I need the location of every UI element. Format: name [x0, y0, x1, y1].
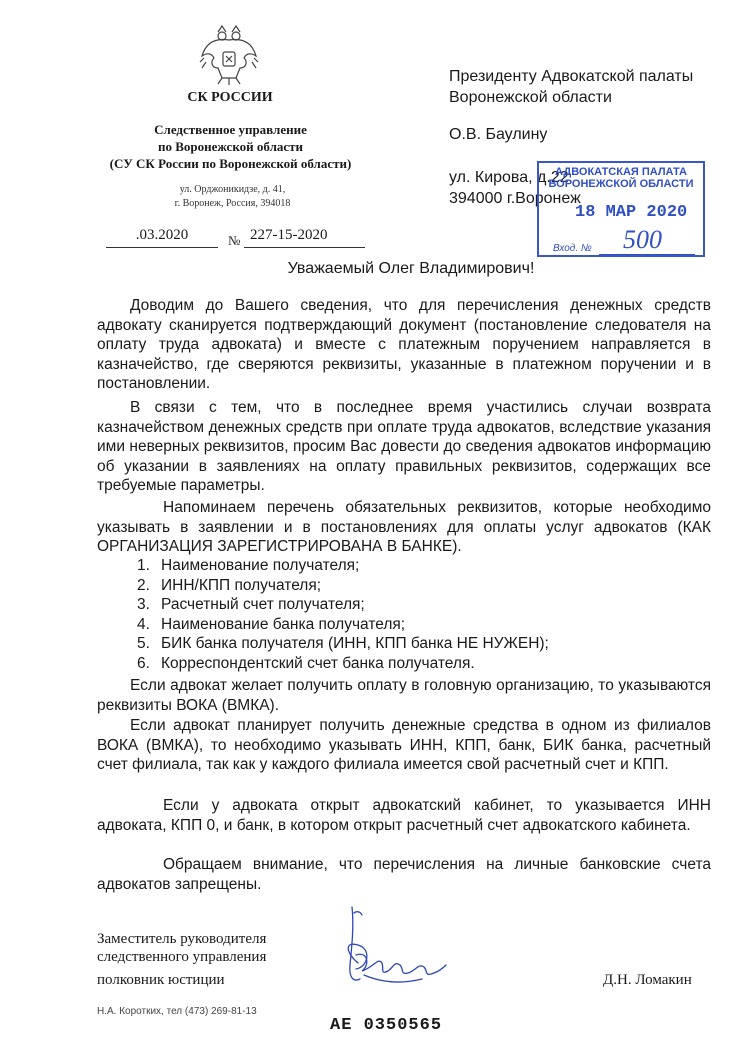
sender-org-name: СК РОССИИ — [187, 90, 273, 105]
signatory-title — [97, 930, 266, 966]
list-item-text: Наименование банка получателя; — [161, 615, 406, 633]
salutation: Уважаемый Олег Владимирович! — [287, 260, 535, 277]
sender-address-line: г. Воронеж, Россия, 394018 — [174, 198, 291, 209]
sender-dept-line: Следственное управление — [154, 122, 307, 137]
stamp-org-line: АДВОКАТСКАЯ ПАЛАТА — [555, 166, 687, 178]
list-item-number: 2. — [137, 576, 150, 594]
list-item-number: 5. — [137, 635, 150, 653]
list-item — [137, 615, 549, 635]
signatory-title-line: следственного управления — [97, 949, 267, 965]
list-item-number: 4. — [137, 615, 150, 633]
recipient-address-line: 394000 г.Воронеж — [449, 190, 581, 207]
stamp-org-line: ВОРОНЕЖСКОЙ ОБЛАСТИ — [548, 178, 694, 190]
list-item-text: ИНН/КПП получателя; — [161, 576, 322, 594]
list-item-text: Расчетный счет получателя; — [161, 596, 365, 614]
form-serial-number: АЕ 0350565 — [330, 1016, 443, 1035]
signatory-name: Д.Н. Ломакин — [603, 972, 692, 988]
list-item — [137, 576, 549, 596]
requisites-list — [137, 556, 549, 674]
list-item-text: БИК банка получателя (ИНН, КПП банка НЕ НУЖЕН); — [161, 635, 549, 653]
recipient-address-line: ул. Кирова, д.22 — [449, 169, 569, 186]
letter-paragraph — [97, 398, 711, 496]
sender-department — [108, 121, 353, 172]
signatory-title-line: Заместитель руководителя — [97, 931, 267, 947]
sender-address-line: ул. Орджоникидзе, д. 41, — [179, 184, 286, 195]
incoming-stamp — [537, 161, 705, 257]
letter-paragraph — [97, 716, 711, 775]
list-item-text: Корреспондентский счет банка получателя. — [161, 654, 475, 672]
recipient-name: О.В. Баулину — [449, 126, 548, 143]
letter-paragraph — [97, 855, 711, 894]
handwritten-signature — [338, 905, 448, 1000]
paragraph-text: Если адвокат планирует получить денежные средства в одном из филиалов ВОКА (ВМКА), то необходимо указывать ИНН, КПП, банк, БИК банка, расчетный счет филиала, так как у каждого филиала имеется свой расчетный счет и КПП. — [97, 717, 711, 774]
sender-dept-line: по Воронежской области — [157, 139, 304, 154]
list-item — [137, 634, 549, 654]
paragraph-text: Обращаем внимание, что перечисления на личные банковские счета адвокатов запрещены. — [97, 856, 711, 893]
recipient-title — [449, 66, 749, 108]
executor-contact: Н.А. Коротких, тел (473) 269-81-13 — [97, 1006, 257, 1017]
coat-of-arms-emblem — [196, 22, 262, 88]
list-item — [137, 595, 549, 615]
recipient-line: Воронежской области — [449, 89, 612, 106]
outgoing-date: .03.2020 — [106, 227, 218, 248]
list-item — [137, 556, 549, 576]
sender-dept-line: (СУ СК России по Воронежской области) — [109, 156, 352, 171]
recipient-line: Президенту Адвокатской палаты — [449, 68, 694, 85]
letter-paragraph — [97, 498, 711, 557]
list-item-number: 6. — [137, 654, 150, 672]
paragraph-text: Если адвокат желает получить оплату в головную организацию, то указываются реквизиты ВОКА (ВМКА). — [97, 677, 711, 714]
list-item-text: Наименование получателя; — [161, 557, 360, 574]
letter-paragraph — [97, 676, 711, 715]
stamp-incoming-number: 500 — [623, 225, 662, 254]
paragraph-text: Напоминаем перечень обязательных реквизитов, которые необходимо указывать в заявлении и в постановлениях для оплаты услуг адвокатов (КАК ОРГАНИЗАЦИЯ ЗАРЕГИСТРИРОВАНА В БАНКЕ). — [97, 499, 711, 556]
list-item-number: 3. — [137, 596, 150, 614]
paragraph-text: Если у адвоката открыт адвокатский кабинет, то указывается ИНН адвоката, КПП 0, и банк, в котором открыт расчетный счет адвокатского кабинета. — [97, 797, 711, 834]
stamp-date: 18 МАР 2020 — [575, 203, 688, 222]
stamp-org — [539, 166, 703, 190]
stamp-incoming-label: Вход. № — [553, 243, 592, 254]
sender-address — [130, 183, 335, 211]
paragraph-text: В связи с тем, что в последнее время участились случаи возврата казначейством денежных средств при оплате труда адвокатов, вследствие указания ими неверных реквизитов, просим Вас довести до сведения адвокатов информацию об указании в заявлениях на оплату правильных реквизитов, содержащих все требуемые параметры. — [97, 399, 711, 495]
letter-paragraph — [97, 796, 711, 835]
paragraph-text: Доводим до Вашего сведения, что для перечисления денежных средств адвокату сканируется подтверждающий документ (постановление следователя на оплату труда адвоката) и вместе с платежным поручением направляется в казначейство, где сверяются реквизиты, указанные в платежном поручении и в постановлении. — [97, 297, 711, 393]
outgoing-number: 227-15-2020 — [244, 227, 365, 248]
signatory-rank: полковник юстиции — [97, 972, 225, 988]
list-item — [137, 654, 549, 674]
letter-paragraph — [97, 296, 711, 394]
number-sign: № — [228, 233, 241, 248]
list-item-number: 1. — [137, 557, 150, 574]
